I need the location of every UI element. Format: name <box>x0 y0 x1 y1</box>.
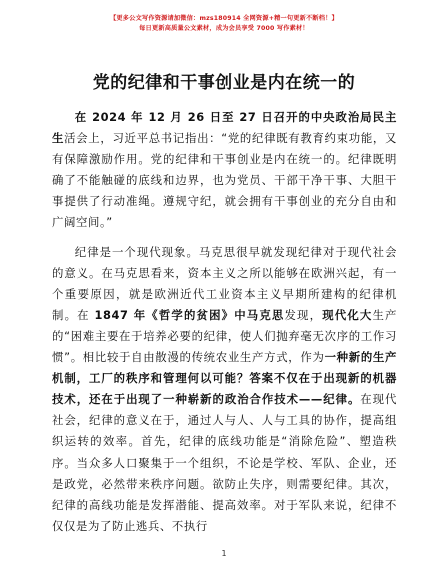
text-run: 生产的“困难主要在于培养必要的纪律，使人们抛弃毫无次序的工作习惯”。相比较于自由散漫的传统农业生产方式，作为 <box>52 307 398 365</box>
text-run: 1847 年《哲学的贫困》中马克思 <box>94 307 285 322</box>
text-run: 在 2024 年 12 月 26 日至 27 日召开的中央政治局民主生 <box>52 110 397 146</box>
promo-banner-line-2: 每日更新高质量公文素材，成为会员享受 7000 写作素材！ <box>139 25 309 32</box>
text-run: 在现代社会，纪律的意义在于，通过人与人、人与工具的协作，提高组织运转的效率。首先，纪律的底线功能是“消除危险”、塑造秩序。当众多人口聚集于一个组织，不论是学校、军队、企业，还是政党，必然带来秩序问题。欲防止失序，则需要纪律。其次，纪律的高线功能是发挥潜能、提高效率。对于军队来说，纪律不仅仅是为了防止逃兵、不执行 <box>52 392 397 533</box>
paragraph-2 <box>52 242 397 537</box>
text-run: 纪律是一个现代现象。马克思很早就发现纪律对于现代社会的意义。在马克思看来，资本主义之所以能够在欧洲兴起，有一个重要原因，就是欧洲近代工业资本主义早期所建构的纪律机制。在 <box>52 244 397 322</box>
text-run: 现代化大 <box>322 307 373 322</box>
promo-banner-line-1: 【更多公文写作资源请加微信：mzs180914 全网资源+精一句更新不断档！】 <box>110 15 338 22</box>
text-run: 一种新的生产机制，工厂的秩序和管理何以可能？答案不仅在于出现新的机器技术，还在于出现了一种崭新的政治合作技术——纪律。 <box>52 350 397 407</box>
document-title: 党的纪律和干事创业是内在统一的 <box>92 73 356 93</box>
document-body <box>52 107 397 537</box>
text-run: 发现， <box>284 307 323 322</box>
promo-banner <box>0 14 448 34</box>
page-number: 1 <box>221 549 227 558</box>
paragraph-1 <box>52 107 397 234</box>
text-run: 活会上，习近平总书记指出：“党的纪律既有教育约束功能，又有保障激励作用。党的纪律和干事创业是内在统一的。纪律既明确了不能触碰的底线和边界，也为党员、干部干净干事、大胆干事提供了行动准绳。遵规守纪，就会拥有干事创业的充分自由和广阔空间。” <box>52 131 397 230</box>
